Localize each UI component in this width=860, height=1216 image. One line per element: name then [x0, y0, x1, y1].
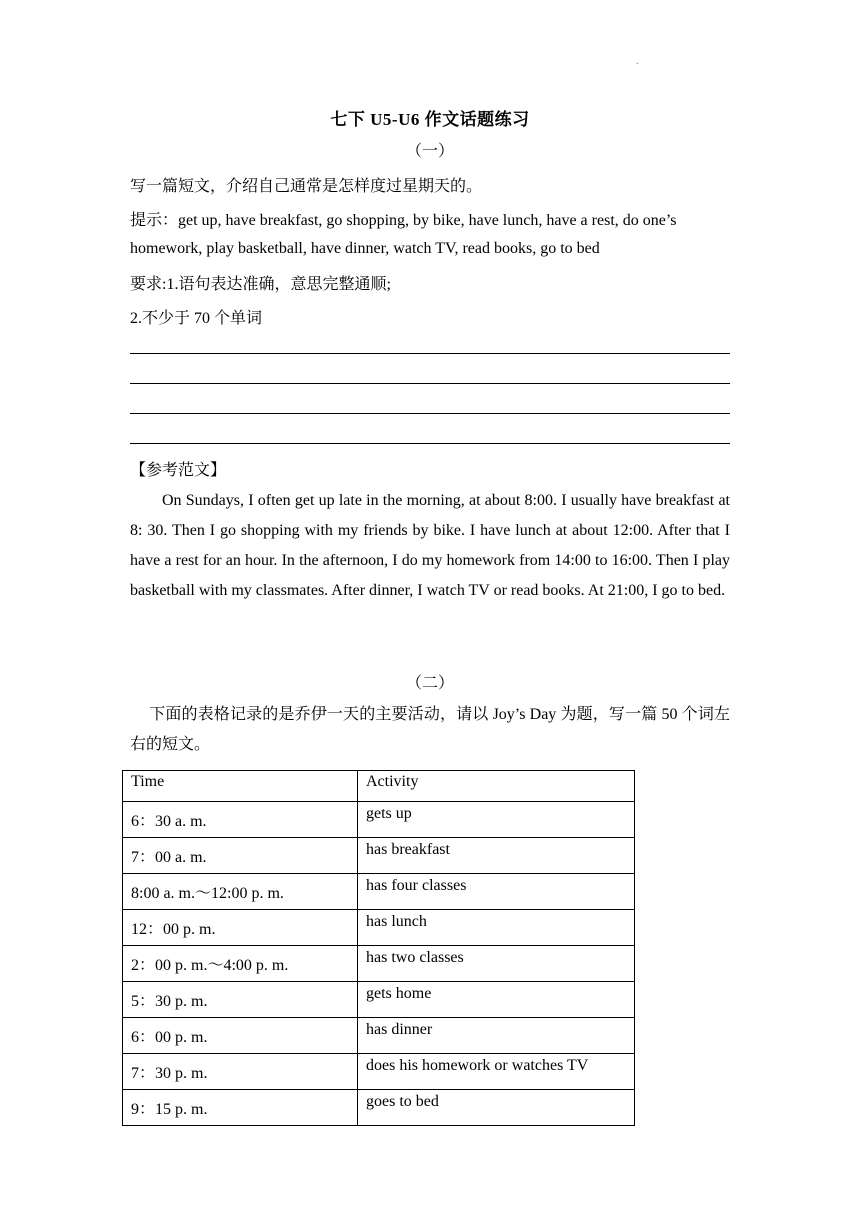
table-row — [123, 1018, 635, 1054]
time-cell: 12：00 p. m. — [123, 910, 358, 946]
schedule-table — [122, 770, 635, 1126]
writing-line — [130, 353, 730, 354]
activity-cell: gets home — [358, 982, 635, 1018]
activity-cell: gets up — [358, 802, 635, 838]
activity-cell: has breakfast — [358, 838, 635, 874]
header-dot: . — [636, 56, 639, 67]
reference-essay: On Sundays, I often get up late in the morning, at about 8:00. I usually have breakfast at 8: 30. Then I go shopping with my friends by bike. I have lunch at about 12:00. After that I have a rest for an hour. In the afternoon, I do my homework from 14:00 to 16:00. Then I play basketball with my classmates. After dinner, I watch TV or read books. At 21:00, I go to bed. — [130, 492, 730, 599]
writing-line — [130, 383, 730, 384]
time-cell: 9：15 p. m. — [123, 1090, 358, 1126]
table-row — [123, 946, 635, 982]
activity-cell: does his homework or watches TV — [358, 1054, 635, 1090]
part1-requirement-2: 2.不少于 70 个单词 — [130, 310, 263, 327]
time-cell: 6：00 p. m. — [123, 1018, 358, 1054]
activity-cell: has lunch — [358, 910, 635, 946]
header-time: Time — [123, 771, 358, 802]
table-row — [123, 982, 635, 1018]
page-title: 七下 U5-U6 作文话题练习 — [330, 110, 530, 129]
time-cell: 5：30 p. m. — [123, 982, 358, 1018]
writing-line — [130, 413, 730, 414]
activity-cell: has four classes — [358, 874, 635, 910]
table-row — [123, 802, 635, 838]
time-cell: 2：00 p. m.～4:00 p. m. — [123, 946, 358, 982]
writing-line — [130, 443, 730, 444]
table-row — [123, 874, 635, 910]
part1-prompt: 写一篇短文，介绍自己通常是怎样度过星期天的。 — [130, 178, 483, 195]
activity-cell: has two classes — [358, 946, 635, 982]
time-cell: 8:00 a. m.～12:00 p. m. — [123, 874, 358, 910]
part1-number: （一） — [405, 143, 454, 160]
reference-label: 【参考范文】 — [130, 462, 227, 479]
header-activity: Activity — [358, 771, 635, 802]
part1-hint-line1: 提示：get up, have breakfast, go shopping, by bike, have lunch, have a rest, do one’s — [130, 212, 677, 229]
time-cell: 7：30 p. m. — [123, 1054, 358, 1090]
table-row — [123, 1090, 635, 1126]
table-row — [123, 910, 635, 946]
table-row — [123, 1054, 635, 1090]
part2-number: （二） — [405, 675, 454, 692]
part1-hint-line2: homework, play basketball, have dinner, watch TV, read books, go to bed — [130, 240, 600, 257]
time-cell: 6：30 a. m. — [123, 802, 358, 838]
activity-cell: has dinner — [358, 1018, 635, 1054]
part1-requirement-1: 要求:1.语句表达准确，意思完整通顺; — [130, 276, 391, 293]
table-row — [123, 838, 635, 874]
time-cell: 7：00 a. m. — [123, 838, 358, 874]
part2-prompt: 下面的表格记录的是乔伊一天的主要活动，请以 Joy’s Day 为题，写一篇 50 个词左右的短文。 — [130, 706, 730, 753]
table-header-row — [123, 771, 635, 802]
activity-cell: goes to bed — [358, 1090, 635, 1126]
